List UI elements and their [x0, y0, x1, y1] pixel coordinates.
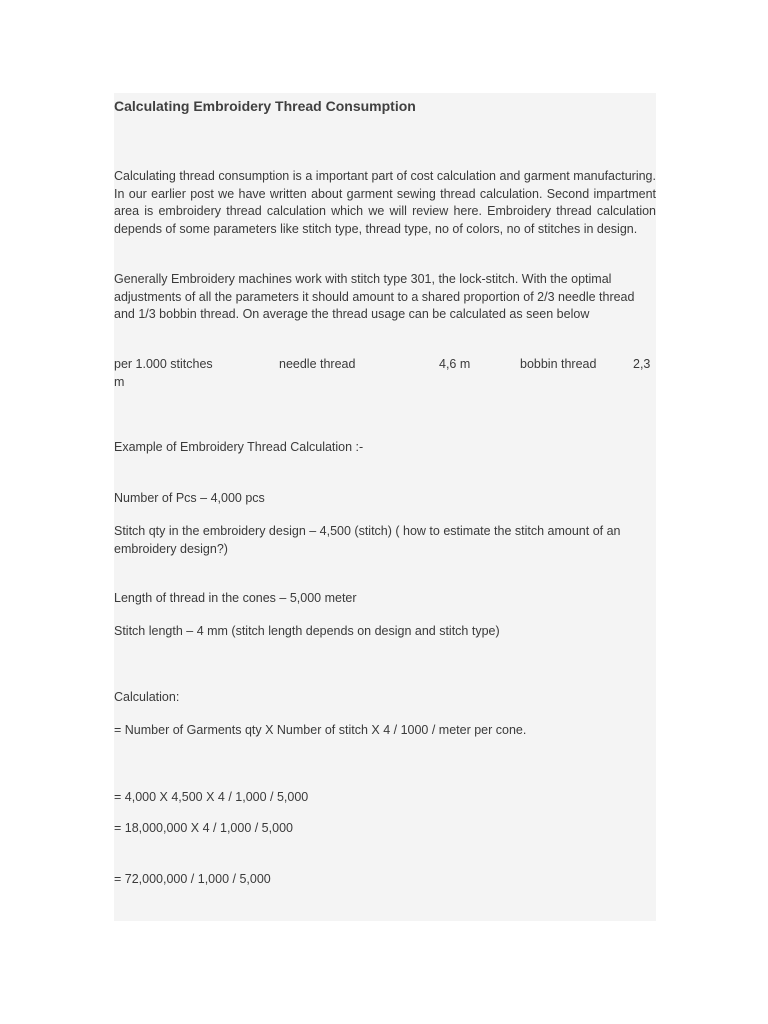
formula-line: = Number of Garments qty X Number of stitch X 4 / 1000 / meter per cone. [114, 723, 527, 737]
usage-bobbin-value: 2,3 [633, 357, 651, 371]
example-heading: Example of Embroidery Thread Calculation :- [114, 440, 364, 454]
pcs-line: Number of Pcs – 4,000 pcs [114, 491, 265, 505]
calculation-heading: Calculation: [114, 690, 180, 704]
document-title: Calculating Embroidery Thread Consumption [114, 98, 416, 114]
usage-bobbin-label: bobbin thread [520, 357, 597, 371]
calculation-step-1: = 4,000 X 4,500 X 4 / 1,000 / 5,000 [114, 790, 309, 804]
stitch-type-paragraph: Generally Embroidery machines work with stitch type 301, the lock-stitch. With the optimal adjustments of all the parameters it should amount to a shared proportion of 2/3 needle thread and 1/3 bobbin thread. On average the thread usage can be calculated as seen below [114, 272, 635, 321]
calculation-step-2: = 18,000,000 X 4 / 1,000 / 5,000 [114, 821, 293, 835]
cone-length-line: Length of thread in the cones – 5,000 meter [114, 591, 357, 605]
usage-needle-value: 4,6 m [439, 357, 471, 371]
usage-needle-label: needle thread [279, 357, 356, 371]
intro-paragraph: Calculating thread consumption is a important part of cost calculation and garment manufacturing. In our earlier post we have written about garment sewing thread calculation. Second impartment area is embroidery thread calculation which we will review here. Embroidery thread calculation depends of some parameters like stitch type, thread type, no of colors, no of stitches in design. [114, 169, 656, 236]
usage-bobbin-unit: m [114, 374, 125, 389]
stitch-length-line: Stitch length – 4 mm (stitch length depends on design and stitch type) [114, 624, 500, 638]
calculation-step-3: = 72,000,000 / 1,000 / 5,000 [114, 872, 271, 886]
usage-per-stitches: per 1.000 stitches [114, 357, 213, 371]
stitch-qty-line: Stitch qty in the embroidery design – 4,500 (stitch) ( how to estimate the stitch amount of an embroidery design?) [114, 524, 621, 556]
